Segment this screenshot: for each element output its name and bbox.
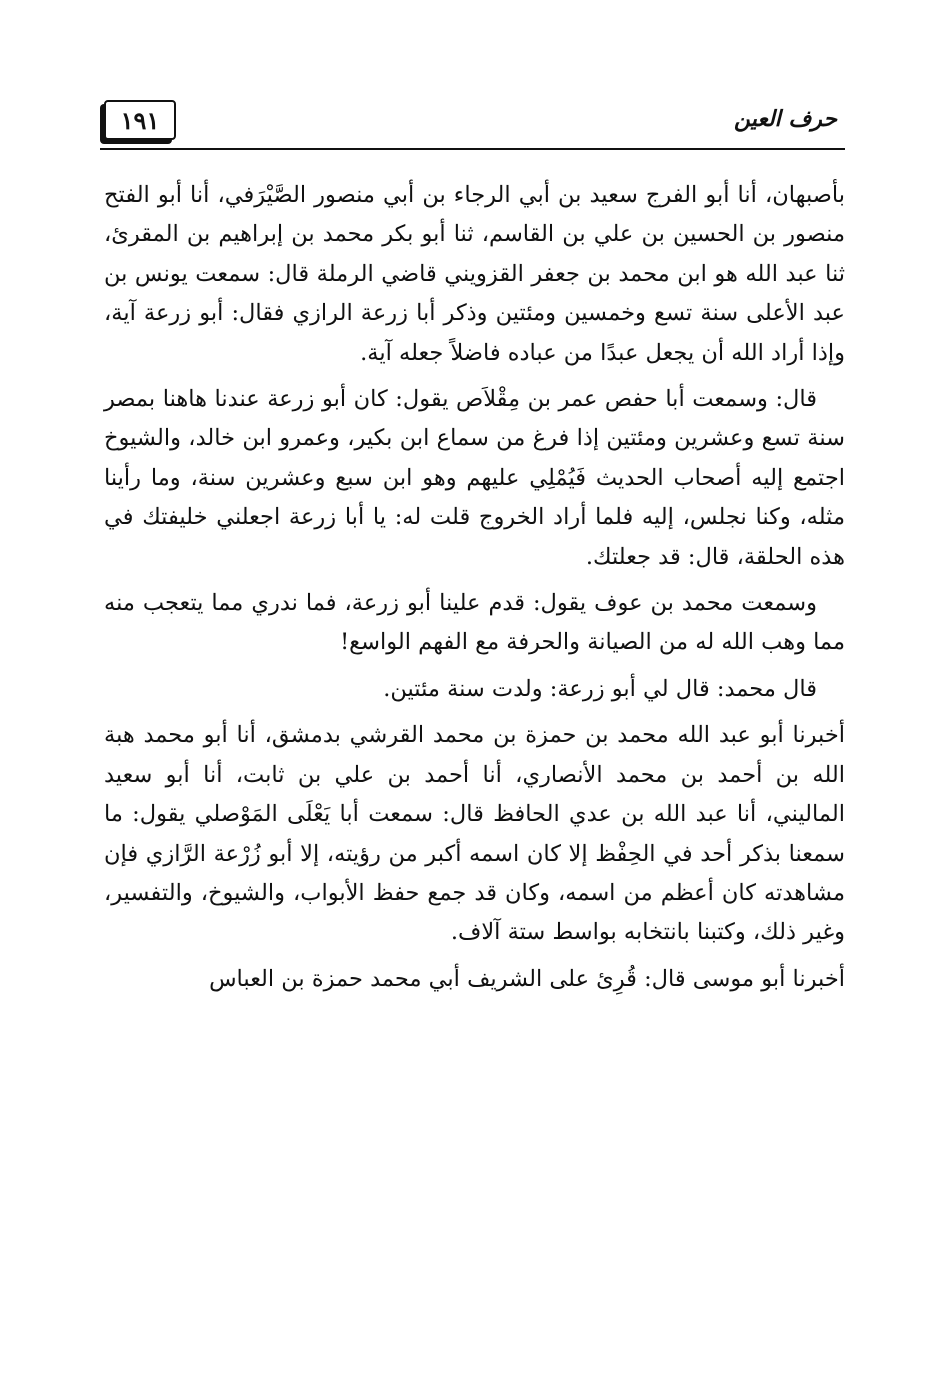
paragraph-1: بأصبهان، أنا أبو الفرج سعيد بن أبي الرجاء بن أبي منصور الصَّيْرَفي، أنا أبو الفتح منصور بن الحسين بن علي بن القاسم، ثنا أبو بكر محمد بن إبراهيم بن المقرئ، ثنا عبد الله هو ابن محمد بن جعفر القزويني قاضي الرملة قال: سمعت يونس بن عبد الأعلى سنة تسع وخمسين ومئتين وذكر أبا زرعة الرازي فقال: أبو زرعة آية، وإذا أراد الله أن يجعل عبدًا من عباده فاضلاً جعله آية. bbox=[104, 182, 845, 366]
paragraph-3: وسمعت محمد بن عوف يقول: قدم علينا أبو زرعة، فما ندري مما يتعجب منه مما وهب الله له من الصيانة والحرفة مع الفهم الواسع! bbox=[104, 590, 845, 656]
body-text bbox=[104, 176, 845, 1006]
page-number: ١٩١ bbox=[104, 100, 176, 140]
page-header bbox=[100, 92, 845, 150]
paragraph-2: قال: وسمعت أبا حفص عمر بن مِقْلاَص يقول: كان أبو زرعة عندنا هاهنا بمصر سنة تسع وعشرين ومئتين إذا فرغ من سماع ابن بكير، وعمرو ابن خالد، والشيوخ اجتمع إليه أصحاب الحديث فَيُمْلِي عليهم وهو ابن سبع وعشرين سنة، وما رأينا مثله، وكنا نجلس، إليه فلما أراد الخروج قلت له: يا أبا زرعة اجعلني خليفتك في هذه الحلقة، قال: قد جعلتك. bbox=[104, 386, 846, 570]
header-rule bbox=[100, 148, 845, 150]
paragraph-5: أخبرنا أبو عبد الله محمد بن حمزة بن محمد القرشي بدمشق، أنا أبو محمد هبة الله بن أحمد بن محمد الأنصاري، أنا أحمد بن علي بن ثابت، أنا أبو سعيد الماليني، أنا عبد الله بن عدي الحافظ قال: سمعت أبا يَعْلَى المَوْصلي يقول: ما سمعنا بذكر أحد في الحِفْظ إلا كان اسمه أكبر من رؤيته، إلا أبو زُرْعة الرَّازي فإن مشاهدته كان أعظم من اسمه، وكان قد جمع حفظ الأبواب، والشيوخ، والتفسير، وغير ذلك، وكتبنا بانتخابه بواسط ستة آلاف. bbox=[104, 722, 845, 946]
paragraph-6: أخبرنا أبو موسى قال: قُرِئ على الشريف أبي محمد حمزة بن العباس bbox=[209, 965, 845, 992]
running-title: حرف العين bbox=[733, 106, 837, 132]
paragraph-4: قال محمد: قال لي أبو زرعة: ولدت سنة مئتين. bbox=[383, 675, 817, 702]
